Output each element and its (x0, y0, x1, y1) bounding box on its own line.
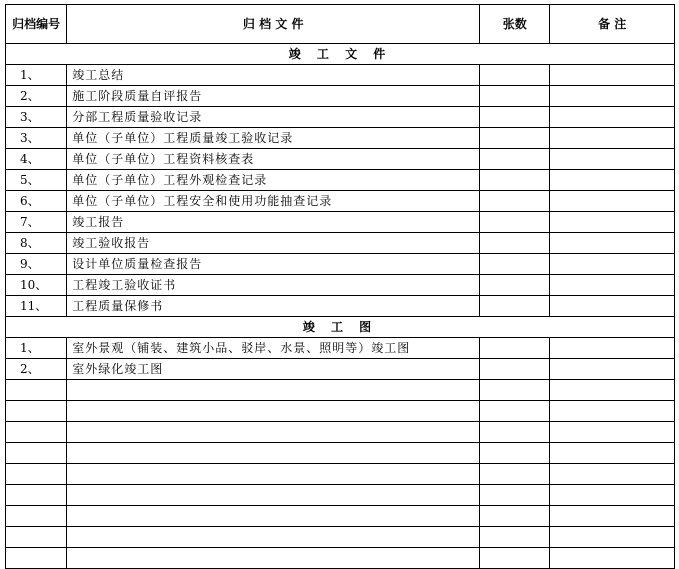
row-remarks-cell (550, 359, 675, 380)
table-row (6, 254, 675, 275)
archive-table (5, 4, 675, 569)
row-sheets-cell (480, 191, 550, 212)
row-remarks-cell (550, 149, 675, 170)
row-sheets-cell (480, 338, 550, 359)
empty-cell (67, 443, 480, 464)
empty-cell (480, 422, 550, 443)
row-remarks-cell (550, 275, 675, 296)
row-document-name: 室外绿化竣工图 (67, 359, 480, 380)
empty-cell (6, 401, 67, 422)
row-number: 9、 (6, 254, 67, 275)
row-number: 10、 (6, 275, 67, 296)
row-remarks-cell (550, 65, 675, 86)
row-sheets-cell (480, 233, 550, 254)
empty-cell (480, 527, 550, 548)
row-sheets-cell (480, 107, 550, 128)
empty-table-row (6, 485, 675, 506)
table-row (6, 233, 675, 254)
row-document-name: 竣工报告 (67, 212, 480, 233)
empty-cell (480, 443, 550, 464)
row-number: 3、 (6, 128, 67, 149)
row-remarks-cell (550, 170, 675, 191)
table-row (6, 338, 675, 359)
row-remarks-cell (550, 86, 675, 107)
row-document-name: 单位（子单位）工程资料核查表 (67, 149, 480, 170)
empty-cell (550, 464, 675, 485)
empty-cell (550, 401, 675, 422)
section-header-row (6, 44, 675, 65)
empty-cell (67, 464, 480, 485)
empty-cell (67, 485, 480, 506)
table-row (6, 191, 675, 212)
section-header-row (6, 317, 675, 338)
empty-cell (67, 548, 480, 569)
empty-table-row (6, 380, 675, 401)
empty-cell (67, 527, 480, 548)
empty-cell (480, 506, 550, 527)
row-sheets-cell (480, 86, 550, 107)
row-document-name: 单位（子单位）工程外观检查记录 (67, 170, 480, 191)
row-remarks-cell (550, 128, 675, 149)
empty-cell (550, 527, 675, 548)
row-sheets-cell (480, 275, 550, 296)
empty-table-row (6, 464, 675, 485)
empty-cell (550, 443, 675, 464)
empty-table-row (6, 422, 675, 443)
row-document-name: 室外景观（铺装、建筑小品、驳岸、水景、照明等）竣工图 (67, 338, 480, 359)
row-number: 5、 (6, 170, 67, 191)
row-sheets-cell (480, 170, 550, 191)
row-remarks-cell (550, 233, 675, 254)
section-title: 竣 工 图 (6, 317, 675, 338)
row-document-name: 设计单位质量检查报告 (67, 254, 480, 275)
header-archive-no: 归档编号 (6, 5, 67, 44)
row-number: 8、 (6, 233, 67, 254)
row-sheets-cell (480, 128, 550, 149)
empty-cell (6, 464, 67, 485)
row-number: 11、 (6, 296, 67, 317)
row-number: 2、 (6, 86, 67, 107)
row-number: 1、 (6, 65, 67, 86)
row-sheets-cell (480, 65, 550, 86)
table-header-row (6, 5, 675, 44)
empty-cell (480, 485, 550, 506)
row-sheets-cell (480, 212, 550, 233)
empty-cell (67, 506, 480, 527)
empty-table-row (6, 443, 675, 464)
empty-cell (6, 443, 67, 464)
empty-cell (6, 422, 67, 443)
row-remarks-cell (550, 296, 675, 317)
empty-cell (550, 422, 675, 443)
empty-table-row (6, 527, 675, 548)
row-document-name: 分部工程质量验收记录 (67, 107, 480, 128)
empty-cell (6, 485, 67, 506)
empty-cell (550, 548, 675, 569)
table-row (6, 359, 675, 380)
section-title: 竣 工 文 件 (6, 44, 675, 65)
empty-cell (6, 548, 67, 569)
row-sheets-cell (480, 359, 550, 380)
empty-cell (480, 464, 550, 485)
row-remarks-cell (550, 254, 675, 275)
empty-cell (6, 527, 67, 548)
row-document-name: 工程质量保修书 (67, 296, 480, 317)
empty-table-row (6, 401, 675, 422)
row-document-name: 施工阶段质量自评报告 (67, 86, 480, 107)
row-number: 3、 (6, 107, 67, 128)
row-remarks-cell (550, 191, 675, 212)
table-row (6, 212, 675, 233)
row-document-name: 单位（子单位）工程质量竣工验收记录 (67, 128, 480, 149)
empty-cell (550, 485, 675, 506)
header-sheets: 张数 (480, 5, 550, 44)
empty-cell (6, 380, 67, 401)
row-document-name: 工程竣工验收证书 (67, 275, 480, 296)
row-sheets-cell (480, 296, 550, 317)
row-number: 7、 (6, 212, 67, 233)
table-row (6, 296, 675, 317)
empty-table-row (6, 548, 675, 569)
table-row (6, 170, 675, 191)
row-sheets-cell (480, 254, 550, 275)
row-sheets-cell (480, 149, 550, 170)
row-document-name: 竣工验收报告 (67, 233, 480, 254)
row-number: 1、 (6, 338, 67, 359)
empty-cell (550, 506, 675, 527)
empty-cell (67, 422, 480, 443)
table-row (6, 149, 675, 170)
table-row (6, 275, 675, 296)
table-row (6, 128, 675, 149)
header-remarks: 备 注 (550, 5, 675, 44)
empty-table-row (6, 506, 675, 527)
empty-cell (480, 401, 550, 422)
row-number: 2、 (6, 359, 67, 380)
header-archive-file: 归 档 文 件 (67, 5, 480, 44)
row-number: 6、 (6, 191, 67, 212)
table-row (6, 65, 675, 86)
table-row (6, 107, 675, 128)
empty-cell (480, 380, 550, 401)
row-document-name: 竣工总结 (67, 65, 480, 86)
table-row (6, 86, 675, 107)
row-remarks-cell (550, 107, 675, 128)
empty-cell (6, 506, 67, 527)
row-document-name: 单位（子单位）工程安全和使用功能抽查记录 (67, 191, 480, 212)
row-remarks-cell (550, 338, 675, 359)
empty-cell (480, 548, 550, 569)
empty-cell (67, 380, 480, 401)
row-remarks-cell (550, 212, 675, 233)
empty-cell (67, 401, 480, 422)
empty-cell (550, 380, 675, 401)
row-number: 4、 (6, 149, 67, 170)
